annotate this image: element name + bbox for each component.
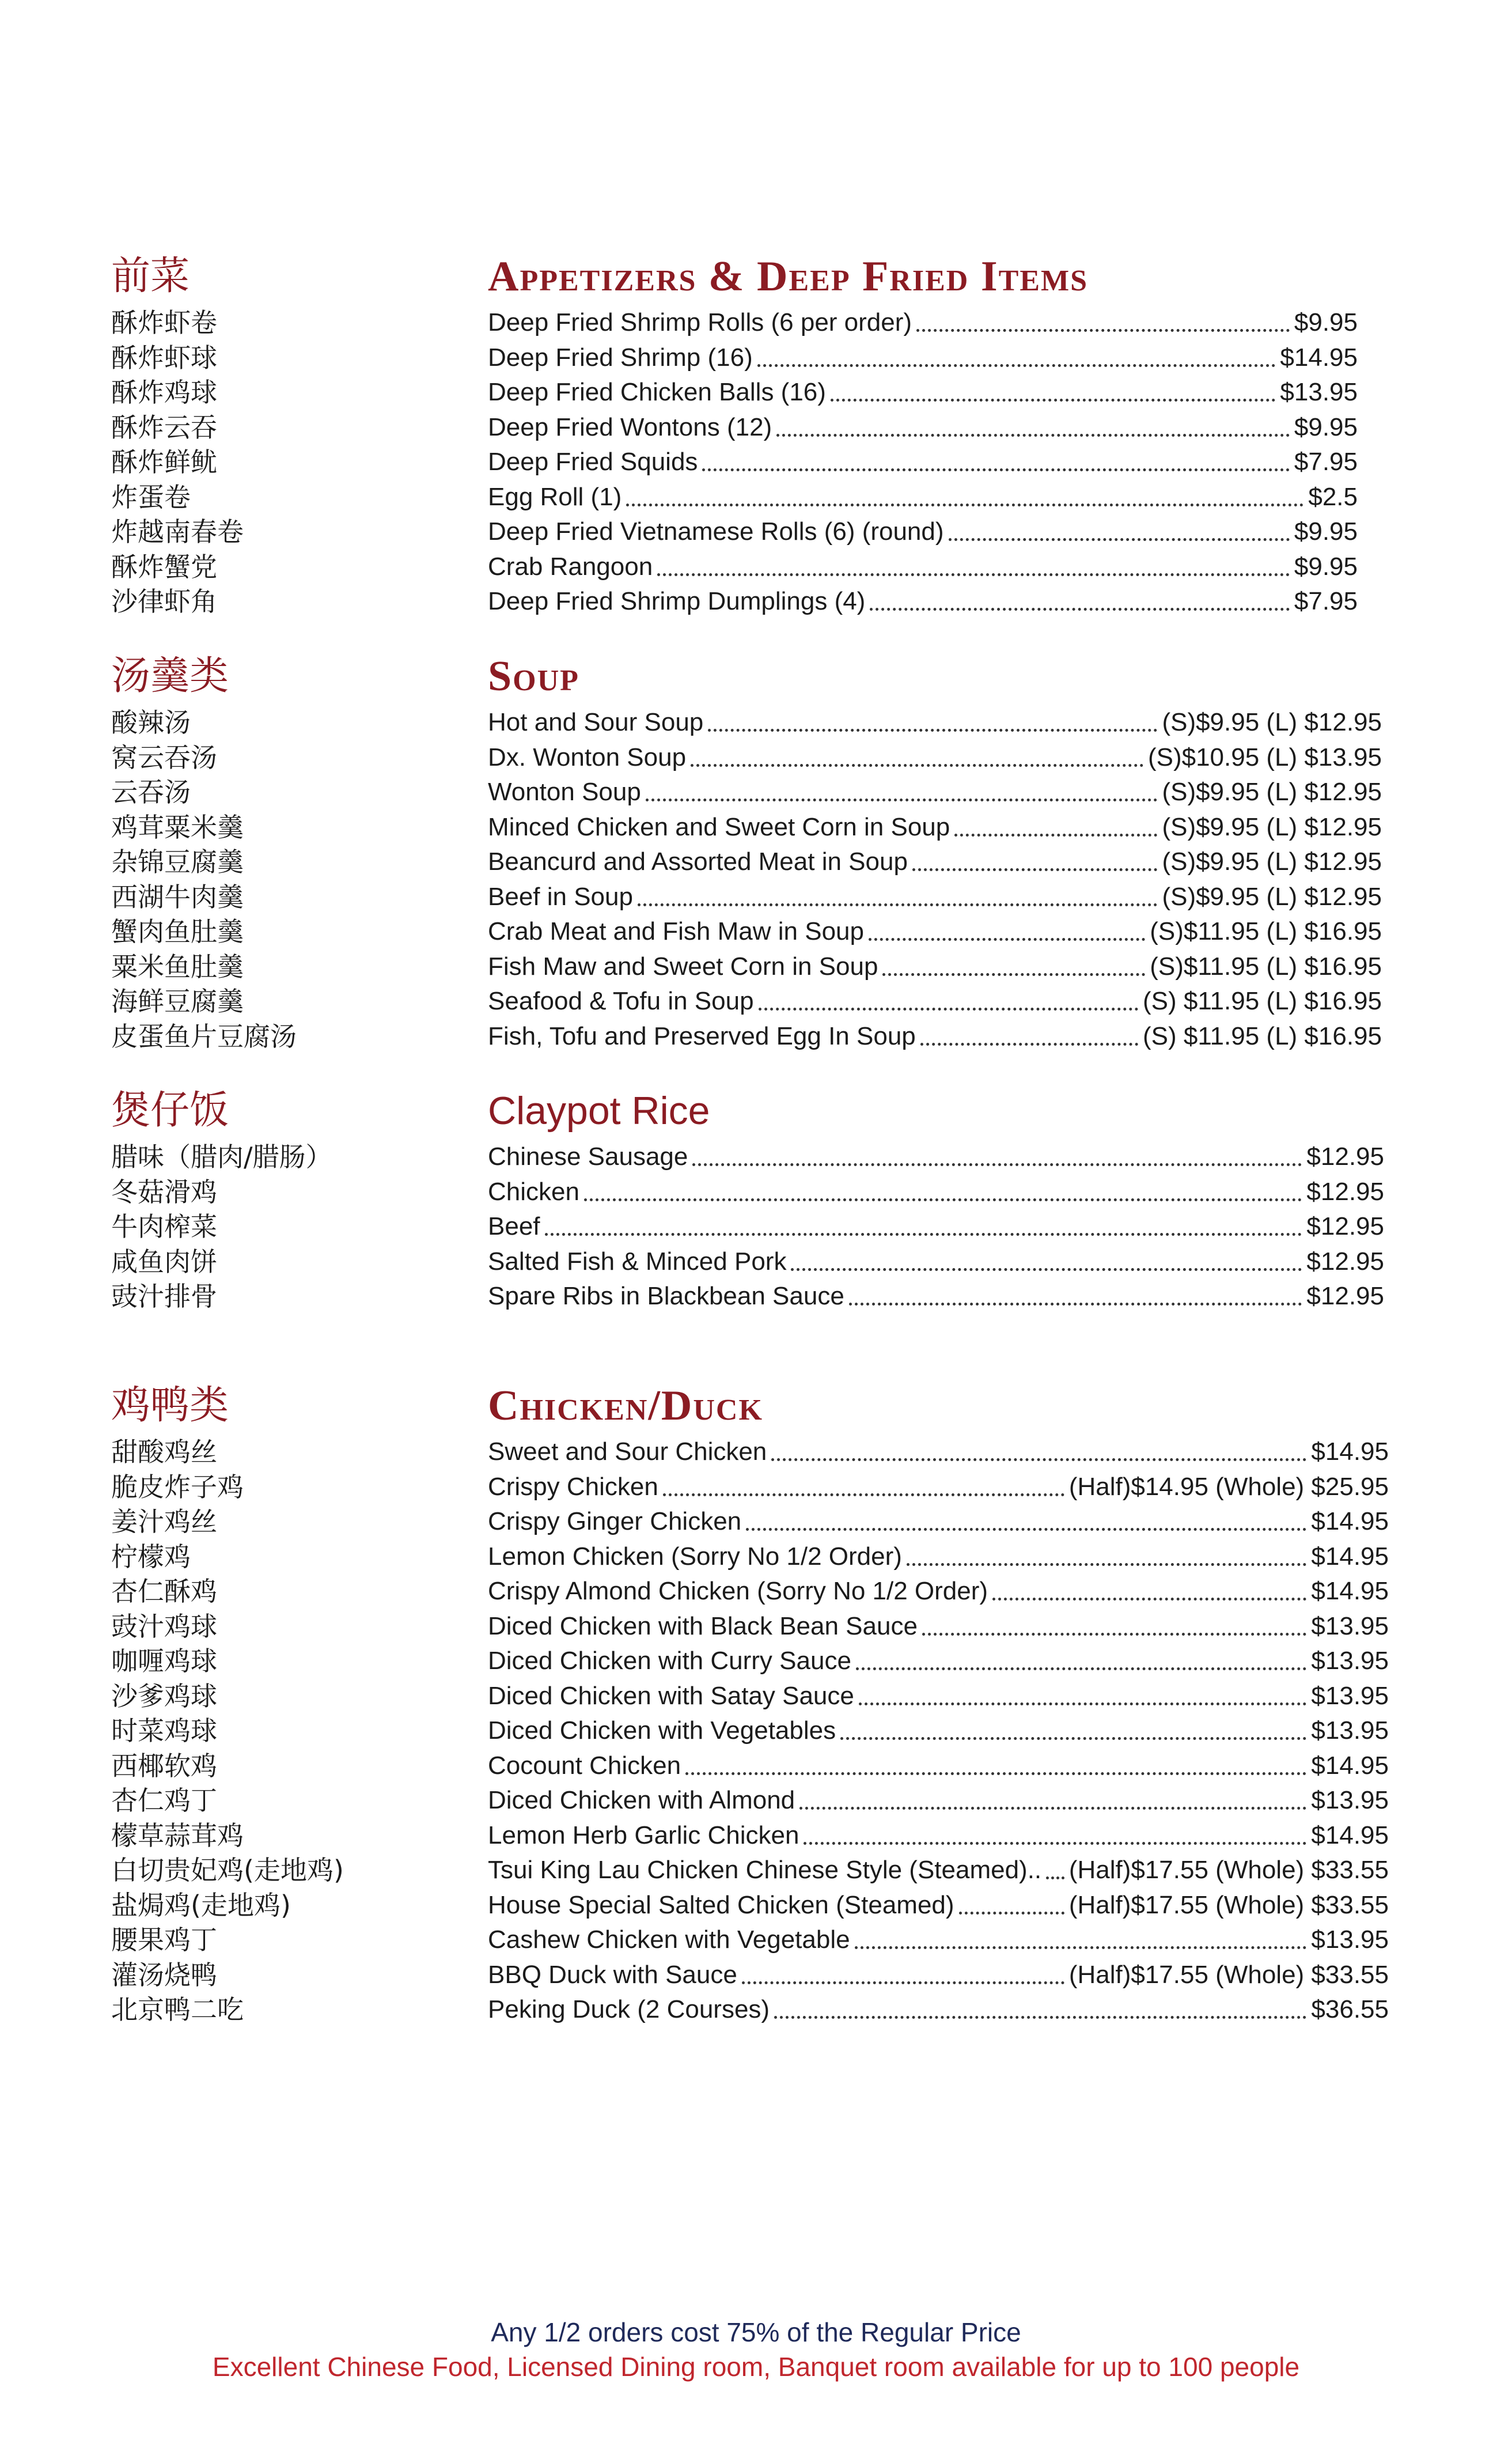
menu-item-name: Chinese Sausage <box>488 1142 688 1171</box>
menu-item-price: $12.95 <box>1306 1282 1384 1310</box>
menu-item-chinese-name: 西椰软鸡 <box>111 1750 217 1781</box>
menu-item-chinese-name: 酸辣汤 <box>111 707 191 738</box>
dot-leader <box>584 1198 1302 1201</box>
menu-item-chinese-name: 皮蛋鱼片豆腐汤 <box>111 1020 297 1052</box>
menu-item-line <box>488 914 1382 949</box>
menu-item-row <box>0 1435 1512 1470</box>
menu-item-line <box>488 810 1382 845</box>
menu-item-chinese-name: 鸡茸粟米羹 <box>111 811 244 843</box>
menu-item-row <box>0 1749 1512 1784</box>
menu-item-price: $14.95 <box>1311 1821 1389 1849</box>
menu-item-chinese-name: 炸越南春卷 <box>111 516 244 547</box>
menu-item-line <box>488 1783 1389 1818</box>
menu-item-line <box>488 949 1382 984</box>
menu-item-name: Crab Meat and Fish Maw in Soup <box>488 917 864 945</box>
menu-item-chinese-name: 腰果鸡丁 <box>111 1924 217 1955</box>
menu-item-line <box>488 845 1382 879</box>
menu-item-name: Beef <box>488 1212 540 1240</box>
menu-item-chinese-name: 杏仁酥鸡 <box>111 1576 217 1607</box>
menu-item-line <box>488 1435 1389 1469</box>
menu-item-row <box>0 984 1512 1019</box>
menu-item-chinese-name: 沙律虾角 <box>111 586 217 617</box>
menu-item-name: Diced Chicken with Black Bean Sauce <box>488 1611 918 1640</box>
menu-item-line <box>488 1470 1389 1504</box>
menu-item-chinese-name: 豉汁鸡球 <box>111 1610 217 1642</box>
menu-item-chinese-name: 酥炸虾卷 <box>111 307 217 338</box>
menu-item-chinese-name: 云吞汤 <box>111 777 191 808</box>
menu-item-name: Deep Fried Wontons (12) <box>488 413 772 441</box>
dot-leader <box>912 868 1158 871</box>
menu-item-line <box>488 1279 1384 1314</box>
menu-item-price: $14.95 <box>1311 1577 1389 1605</box>
dot-leader <box>702 468 1289 471</box>
menu-item-price: $14.95 <box>1311 1542 1389 1571</box>
menu-item-name: Diced Chicken with Satay Sauce <box>488 1681 854 1710</box>
soup-cn-heading: 汤羹类 <box>111 653 229 699</box>
menu-item-price: (Half)$17.55 (Whole) $33.55 <box>1068 1856 1389 1884</box>
dot-leader <box>646 799 1158 801</box>
menu-item-price: (S)$9.95 (L) $12.95 <box>1162 812 1382 841</box>
menu-item-line <box>488 1019 1382 1054</box>
menu-item-name: Fish Maw and Sweet Corn in Soup <box>488 952 878 981</box>
menu-item-price: $14.95 <box>1311 1751 1389 1780</box>
chicken-duck-cn-heading: 鸡鸭类 <box>111 1383 229 1428</box>
menu-item-chinese-name: 杏仁鸡丁 <box>111 1785 217 1816</box>
menu-item-line <box>488 410 1358 445</box>
dot-leader <box>907 1563 1306 1566</box>
dot-leader <box>922 1633 1306 1636</box>
menu-item-name: Peking Duck (2 Courses) <box>488 1995 770 2023</box>
menu-item-row <box>0 705 1512 740</box>
menu-item-chinese-name: 檬草蒜茸鸡 <box>111 1819 244 1851</box>
menu-item-row <box>0 1818 1512 1853</box>
menu-item-price: $14.95 <box>1311 1437 1389 1466</box>
dot-leader <box>708 729 1157 732</box>
menu-item-chinese-name: 脆皮炸子鸡 <box>111 1471 244 1503</box>
dot-leader <box>692 1163 1302 1166</box>
menu-item-line <box>488 1574 1389 1609</box>
menu-item-price: (S)$9.95 (L) $12.95 <box>1162 848 1382 876</box>
soup-list <box>0 705 1512 1054</box>
menu-item-row <box>0 480 1512 515</box>
menu-item-line <box>488 1853 1389 1887</box>
menu-item-price: $12.95 <box>1306 1177 1384 1206</box>
menu-item-price: $9.95 <box>1294 517 1358 546</box>
menu-item-row <box>0 1209 1512 1244</box>
menu-item-row <box>0 1888 1512 1923</box>
menu-item-name: Lemon Herb Garlic Chicken <box>488 1821 799 1849</box>
menu-item-name: Deep Fried Shrimp Rolls (6 per order) <box>488 308 912 336</box>
menu-item-name: Dx. Wonton Soup <box>488 743 687 771</box>
menu-item-price: (S)$9.95 (L) $12.95 <box>1162 778 1382 806</box>
menu-item-line <box>488 1609 1389 1644</box>
menu-item-name: Chicken <box>488 1177 579 1206</box>
menu-item-row <box>0 410 1512 445</box>
menu-item-price: $13.95 <box>1311 1647 1389 1675</box>
menu-item-chinese-name: 沙爹鸡球 <box>111 1680 217 1712</box>
menu-item-row <box>0 340 1512 376</box>
half-order-note: Any 1/2 orders cost 75% of the Regular Price <box>491 2317 1021 2347</box>
claypot-list <box>0 1140 1512 1314</box>
menu-item-line <box>488 1992 1389 2027</box>
menu-item-chinese-name: 姜汁鸡丝 <box>111 1506 217 1537</box>
menu-item-name: Crispy Ginger Chicken <box>488 1507 742 1535</box>
menu-item-line <box>488 1749 1389 1783</box>
chicken-duck-heading: Chicken/Duck <box>488 1382 763 1429</box>
menu-item-chinese-name: 灌汤烧鸭 <box>111 1959 217 1991</box>
menu-item-price: (S)$11.95 (L) $16.95 <box>1150 952 1382 981</box>
menu-item-line <box>488 1923 1389 1957</box>
menu-item-chinese-name: 酥炸鲜鱿 <box>111 447 217 478</box>
menu-item-chinese-name: 咸鱼肉饼 <box>111 1246 217 1277</box>
menu-item-row <box>0 810 1512 845</box>
menu-item-row <box>0 584 1512 619</box>
menu-item-price: $7.95 <box>1294 587 1358 615</box>
menu-item-chinese-name: 炸蛋卷 <box>111 481 191 513</box>
menu-item-price: $12.95 <box>1306 1212 1384 1240</box>
menu-item-chinese-name: 海鲜豆腐羹 <box>111 986 244 1017</box>
menu-item-price: $13.95 <box>1280 378 1358 406</box>
appetizers-list <box>0 305 1512 619</box>
dot-leader <box>916 329 1290 332</box>
menu-item-name: Diced Chicken with Almond <box>488 1786 795 1814</box>
menu-item-line <box>488 1140 1384 1174</box>
menu-item-row <box>0 1539 1512 1575</box>
menu-item-row <box>0 1679 1512 1714</box>
claypot-cn-heading: 煲仔饭 <box>111 1088 229 1133</box>
menu-item-row <box>0 375 1512 410</box>
menu-item-row <box>0 1644 1512 1679</box>
menu-item-line <box>488 1175 1384 1209</box>
menu-item-name: Crispy Almond Chicken (Sorry No 1/2 Order) <box>488 1577 988 1605</box>
menu-item-row <box>0 1992 1512 2027</box>
dot-leader <box>831 399 1276 402</box>
menu-item-name: Lemon Chicken (Sorry No 1/2 Order) <box>488 1542 902 1571</box>
menu-item-price: (Half)$17.55 (Whole) $33.55 <box>1068 1960 1389 1989</box>
menu-item-name: Sweet and Sour Chicken <box>488 1437 767 1466</box>
dot-leader <box>954 834 1157 837</box>
soup-heading: Soup <box>488 653 579 700</box>
menu-item-chinese-name: 腊味（腊肉/腊肠） <box>111 1141 332 1172</box>
menu-item-line <box>488 584 1358 619</box>
menu-item-chinese-name: 酥炸鸡球 <box>111 377 217 408</box>
menu-item-price: $12.95 <box>1306 1247 1384 1276</box>
dot-leader <box>626 504 1303 506</box>
dot-leader <box>776 434 1290 437</box>
menu-item-price: $9.95 <box>1294 552 1358 581</box>
menu-item-row <box>0 949 1512 985</box>
menu-item-price: $2.5 <box>1308 482 1358 511</box>
menu-item-price: (Half)$14.95 (Whole) $25.95 <box>1068 1472 1389 1501</box>
menu-item-price: (S)$9.95 (L) $12.95 <box>1162 882 1382 911</box>
dot-leader <box>657 573 1290 576</box>
menu-item-price: $9.95 <box>1294 413 1358 441</box>
menu-item-line <box>488 1644 1389 1678</box>
dot-leader <box>856 1667 1307 1670</box>
menu-item-name: Tsui King Lau Chicken Chinese Style (Steamed).. <box>488 1856 1042 1884</box>
menu-item-row <box>0 445 1512 480</box>
dot-leader <box>545 1233 1302 1236</box>
menu-item-line <box>488 550 1358 584</box>
menu-item-row <box>0 550 1512 585</box>
menu-item-chinese-name: 酥炸虾球 <box>111 342 217 373</box>
menu-item-name: Seafood & Tofu in Soup <box>488 987 754 1015</box>
dot-leader <box>685 1772 1306 1775</box>
menu-item-chinese-name: 窝云吞汤 <box>111 741 217 773</box>
menu-item-price: $9.95 <box>1294 308 1358 336</box>
dot-leader <box>663 1493 1064 1496</box>
menu-item-line <box>488 1958 1389 1992</box>
menu-item-name: Wonton Soup <box>488 778 641 806</box>
menu-item-line <box>488 1818 1389 1853</box>
menu-item-row <box>0 1958 1512 1993</box>
menu-item-name: Deep Fried Squids <box>488 448 698 476</box>
menu-item-row <box>0 514 1512 550</box>
appetizers-cn-heading: 前菜 <box>111 254 190 299</box>
menu-item-row <box>0 1140 1512 1175</box>
menu-item-price: (S) $11.95 (L) $16.95 <box>1143 987 1382 1015</box>
menu-item-line <box>488 1244 1384 1279</box>
dot-leader <box>774 2016 1306 2019</box>
dot-leader <box>791 1268 1302 1271</box>
menu-item-name: Spare Ribs in Blackbean Sauce <box>488 1282 844 1310</box>
menu-item-name: Crab Rangoon <box>488 552 653 581</box>
menu-item-line <box>488 305 1358 340</box>
menu-item-row <box>0 914 1512 949</box>
menu-item-chinese-name: 粟米鱼肚羹 <box>111 951 244 982</box>
menu-item-name: Cocount Chicken <box>488 1751 681 1780</box>
dot-leader <box>949 538 1290 541</box>
menu-item-name: Deep Fried Chicken Balls (16) <box>488 378 826 406</box>
menu-item-price: $7.95 <box>1294 448 1358 476</box>
menu-item-row <box>0 1470 1512 1505</box>
menu-item-chinese-name: 北京鸭二吃 <box>111 1994 244 2025</box>
dot-leader <box>859 1702 1307 1705</box>
menu-item-chinese-name: 柠檬鸡 <box>111 1541 191 1572</box>
menu-item-name: Egg Roll (1) <box>488 482 622 511</box>
menu-item-row <box>0 845 1512 880</box>
menu-item-name: BBQ Duck with Sauce <box>488 1960 737 1989</box>
dot-leader <box>691 764 1143 767</box>
menu-item-row <box>0 1175 1512 1210</box>
menu-item-row <box>0 1853 1512 1888</box>
menu-item-chinese-name: 酥炸蟹党 <box>111 551 217 582</box>
dot-leader <box>771 1458 1306 1461</box>
dot-leader <box>746 1528 1306 1531</box>
menu-item-price: $13.95 <box>1311 1716 1389 1745</box>
menu-item-name: Beancurd and Assorted Meat in Soup <box>488 848 908 876</box>
menu-item-line <box>488 1209 1384 1244</box>
dot-leader <box>759 1008 1138 1011</box>
menu-item-line <box>488 775 1382 809</box>
menu-item-name: Cashew Chicken with Vegetable <box>488 1925 850 1954</box>
menu-item-price: $13.95 <box>1311 1925 1389 1954</box>
dot-leader <box>959 1912 1064 1915</box>
menu-item-chinese-name: 白切贵妃鸡(走地鸡) <box>111 1855 344 1886</box>
menu-item-row <box>0 1279 1512 1314</box>
menu-item-row <box>0 1574 1512 1609</box>
menu-item-name: Deep Fried Shrimp (16) <box>488 343 753 372</box>
menu-item-chinese-name: 咖喱鸡球 <box>111 1645 217 1677</box>
menu-item-row <box>0 1783 1512 1818</box>
menu-item-name: Minced Chicken and Sweet Corn in Soup <box>488 812 950 841</box>
dot-leader <box>869 938 1145 941</box>
menu-item-chinese-name: 盐焗鸡(走地鸡) <box>111 1889 291 1921</box>
claypot-heading: Claypot Rice <box>488 1089 710 1133</box>
menu-item-price: $13.95 <box>1311 1611 1389 1640</box>
dot-leader <box>882 973 1145 976</box>
menu-item-price: $13.95 <box>1311 1786 1389 1814</box>
menu-item-line <box>488 1504 1389 1539</box>
menu-item-name: Deep Fried Vietnamese Rolls (6) (round) <box>488 517 944 546</box>
dot-leader <box>840 1737 1306 1740</box>
menu-item-line <box>488 1713 1389 1748</box>
menu-item-line <box>488 984 1382 1019</box>
menu-item-price: (S)$11.95 (L) $16.95 <box>1150 917 1382 945</box>
menu-item-chinese-name: 牛肉榨菜 <box>111 1211 217 1242</box>
dot-leader <box>742 1981 1064 1984</box>
menu-item-name: Deep Fried Shrimp Dumplings (4) <box>488 587 866 615</box>
menu-item-row <box>0 1713 1512 1749</box>
dot-leader <box>799 1807 1306 1810</box>
menu-item-line <box>488 514 1358 549</box>
menu-item-chinese-name: 杂锦豆腐羹 <box>111 846 244 877</box>
menu-item-chinese-name: 甜酸鸡丝 <box>111 1436 217 1467</box>
menu-item-price: $14.95 <box>1280 343 1358 372</box>
menu-item-line <box>488 705 1382 740</box>
dot-leader <box>804 1842 1306 1845</box>
dot-leader <box>757 364 1276 367</box>
menu-item-row <box>0 880 1512 915</box>
menu-item-row <box>0 1504 1512 1539</box>
menu-item-name: Beef in Soup <box>488 882 633 911</box>
dot-leader <box>855 1946 1307 1949</box>
menu-item-line <box>488 480 1358 514</box>
menu-item-price: (S)$9.95 (L) $12.95 <box>1162 708 1382 736</box>
menu-item-name: Diced Chicken with Curry Sauce <box>488 1647 851 1675</box>
menu-item-chinese-name: 豉汁排骨 <box>111 1281 217 1312</box>
menu-item-name: Hot and Sour Soup <box>488 708 704 736</box>
menu-item-line <box>488 1539 1389 1574</box>
menu-item-price: $14.95 <box>1311 1507 1389 1535</box>
menu-item-line <box>488 740 1382 775</box>
dot-leader <box>992 1598 1306 1601</box>
menu-item-row <box>0 1019 1512 1054</box>
menu-item-row <box>0 1609 1512 1644</box>
menu-item-chinese-name: 时菜鸡球 <box>111 1715 217 1746</box>
menu-item-name: Crispy Chicken <box>488 1472 658 1501</box>
menu-item-name: House Special Salted Chicken (Steamed) <box>488 1890 954 1919</box>
menu-item-price: (S)$10.95 (L) $13.95 <box>1147 743 1382 771</box>
menu-item-row <box>0 305 1512 340</box>
chicken-duck-list <box>0 1435 1512 2027</box>
menu-item-price: (Half)$17.55 (Whole) $33.55 <box>1068 1890 1389 1919</box>
menu-item-line <box>488 340 1358 375</box>
menu-item-line <box>488 880 1382 914</box>
menu-item-price: (S) $11.95 (L) $16.95 <box>1143 1021 1382 1050</box>
menu-item-chinese-name: 冬菇滑鸡 <box>111 1176 217 1208</box>
menu-item-chinese-name: 蟹肉鱼肚羹 <box>111 916 244 947</box>
dot-leader <box>920 1043 1138 1046</box>
dot-leader <box>638 903 1157 906</box>
menu-item-line <box>488 375 1358 410</box>
menu-item-price: $13.95 <box>1311 1681 1389 1710</box>
menu-item-row <box>0 1923 1512 1958</box>
dot-leader <box>1046 1876 1064 1879</box>
restaurant-tagline: Excellent Chinese Food, Licensed Dining room, Banquet room available for up to 100 people <box>212 2352 1300 2382</box>
menu-item-line <box>488 445 1358 479</box>
menu-item-line <box>488 1679 1389 1713</box>
menu-item-name: Fish, Tofu and Preserved Egg In Soup <box>488 1021 916 1050</box>
menu-item-chinese-name: 西湖牛肉羹 <box>111 881 244 913</box>
menu-item-chinese-name: 酥炸云吞 <box>111 411 217 443</box>
menu-item-name: Diced Chicken with Vegetables <box>488 1716 836 1745</box>
appetizers-heading: Appetizers & Deep Fried Items <box>488 253 1089 300</box>
dot-leader <box>849 1303 1302 1306</box>
menu-item-row <box>0 740 1512 775</box>
menu-item-price: $36.55 <box>1311 1995 1389 2023</box>
dot-leader <box>870 608 1290 611</box>
menu-item-price: $12.95 <box>1306 1142 1384 1171</box>
menu-item-line <box>488 1888 1389 1923</box>
menu-item-row <box>0 775 1512 810</box>
menu-item-row <box>0 1244 1512 1280</box>
menu-item-name: Salted Fish & Minced Pork <box>488 1247 787 1276</box>
